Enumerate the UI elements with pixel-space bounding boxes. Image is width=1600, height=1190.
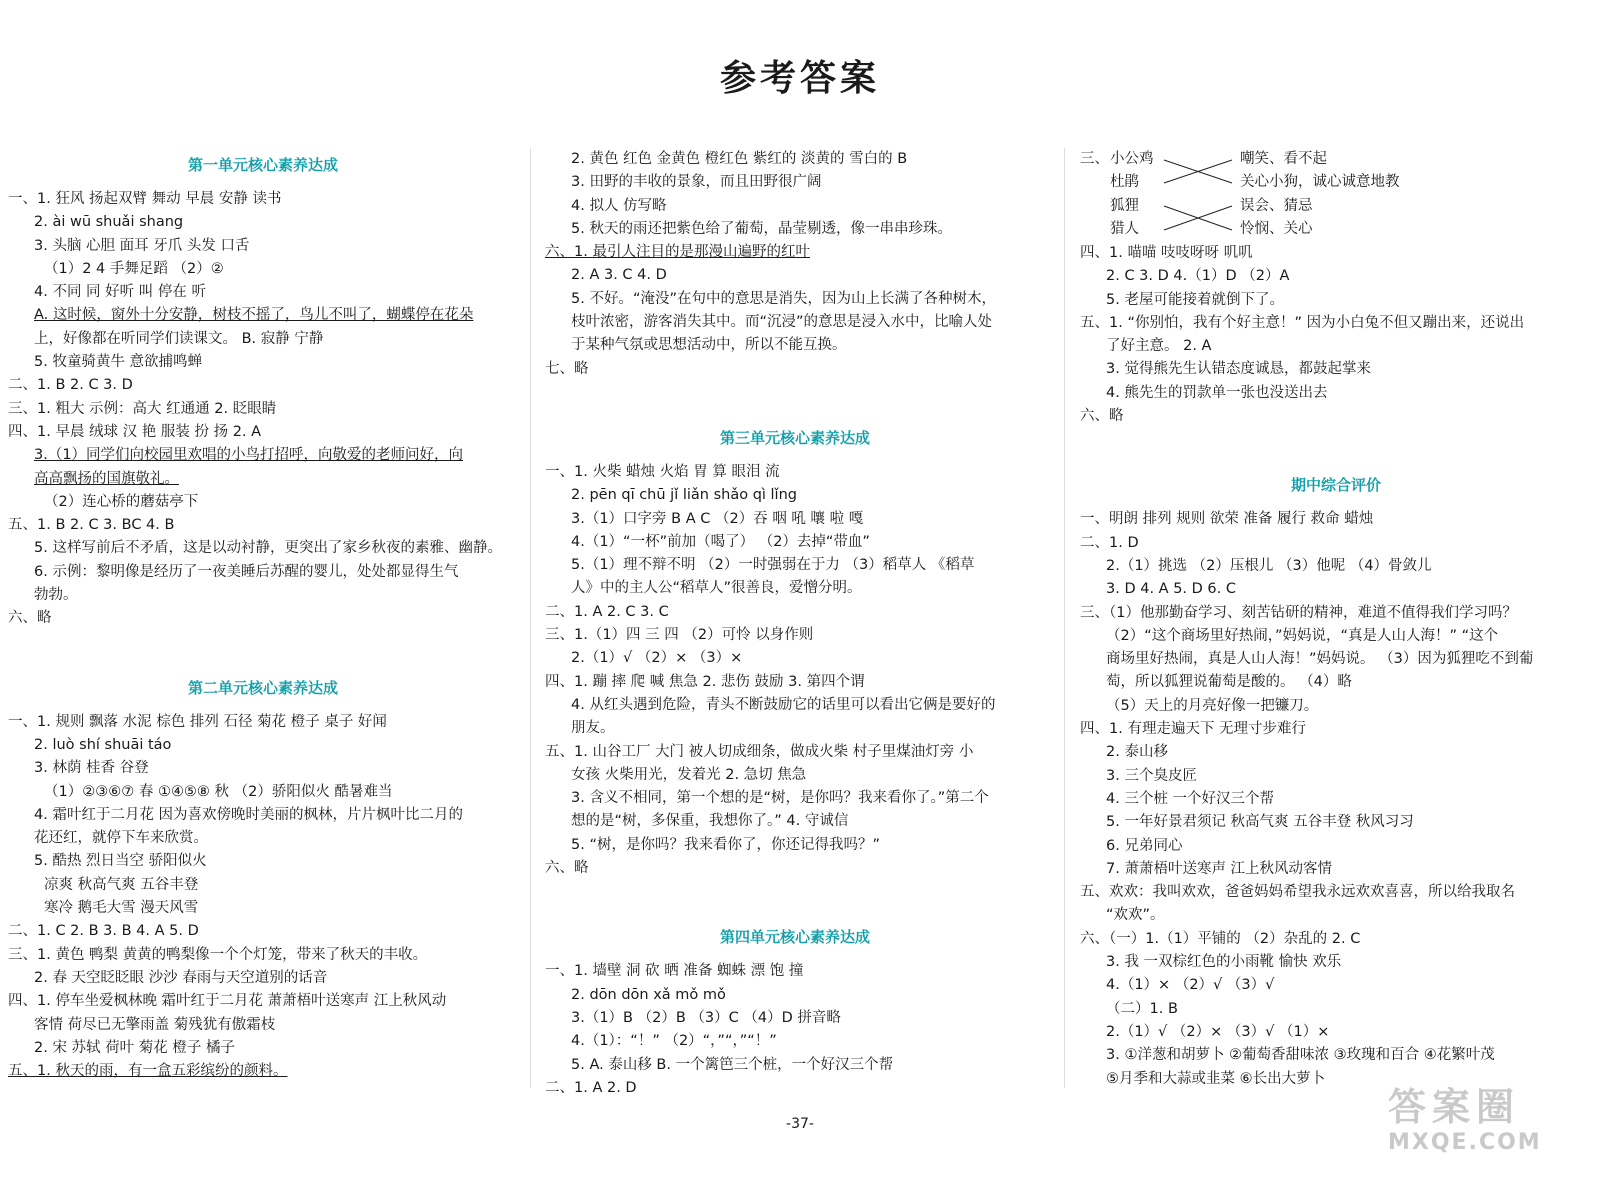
unit-2-answers (8, 711, 518, 1084)
answer-line: 3. 三个臭皮匠 (1106, 767, 1197, 784)
answer-line: 5.（1）理不辩不明 （2）一时强弱在于力 （3）稻草人 《稻草 (571, 557, 975, 574)
answer-line: 5. 酷热 烈日当空 骄阳似火 (34, 853, 207, 870)
answer-line: 2.（1）√ （2）× （3）√ （1）× (1106, 1023, 1330, 1040)
answer-line: 六、1. 最引人注目的是那漫山遍野的红叶 (545, 244, 810, 261)
watermark-domain: MXQE.COM (1388, 1130, 1542, 1155)
answer-line: 2. pēn qī chū jǐ liǎn shǎo qì lǐng (571, 487, 797, 504)
matching-left-item: 猎人 (1110, 220, 1139, 237)
answer-line: （2）连心桥的蘑菇亭下 (44, 493, 199, 510)
answer-line: 5. 不好。“淹没”在句中的意思是消失，因为山上长满了各种树木， (571, 290, 996, 307)
answer-line: 五、1. “你别怕，我有个好主意！” 因为小白兔不但又蹦出来，还说出 (1080, 314, 1525, 331)
answer-line: 于某种气氛或思想活动中，所以不能互换。 (571, 337, 847, 354)
answer-line: 人》中的主人公“稻草人”很善良，爱憎分明。 (571, 580, 862, 597)
answer-line: 4. 拟人 仿写略 (571, 197, 667, 214)
answer-line: 四、1. 早晨 绒球 汉 艳 服装 扮 扬 2. A (8, 423, 262, 440)
answer-line: 四、1. 蹦 摔 爬 喊 焦急 2. 悲伤 鼓励 3. 第四个谓 (545, 673, 865, 690)
answer-line: 勃勃。 (34, 587, 78, 604)
answer-line: 3.（1）同学们向校园里欢唱的小鸟打招呼，向敬爱的老师问好，向 (34, 447, 464, 464)
answer-line: 了好主意。 2. A (1106, 338, 1212, 355)
answer-line: 想的是“树，多保重，我想你了。” 4. 守诚信 (571, 813, 849, 830)
answer-line: 2. 宋 苏轼 荷叶 菊花 橙子 橘子 (34, 1039, 235, 1056)
watermark-logo-text: 答案圈 (1388, 1085, 1521, 1129)
answer-line: 枝叶浓密，游客消失其中。而“沉浸”的意思是浸入水中，比喻人处 (571, 314, 993, 331)
answer-line: 4.（1）：“！” （2）“，”“，”“！” (571, 1033, 777, 1050)
answer-line: 一、明朗 排列 规则 欲荣 准备 履行 救命 蜡烛 (1080, 511, 1374, 528)
answer-line: 3.（1）B （2）B （3）C （4）D 拼音略 (571, 1009, 841, 1026)
answer-column-2 (545, 148, 1045, 1100)
answer-line: 4. 不同 同 好听 叫 停在 听 (34, 284, 206, 301)
matching-left-item: 杜鹃 (1110, 174, 1139, 191)
answer-line: （1）2 4 手舞足蹈 （2）② (44, 260, 224, 277)
matching-right-item: 关心小狗，诚心诚意地教 (1240, 174, 1400, 191)
unit-3-answers (545, 461, 1045, 880)
answer-line: 4. 熊先生的罚款单一张也没送出去 (1106, 384, 1328, 401)
page-number: -37- (786, 1116, 814, 1132)
answer-line: 2.（1）挑选 （2）压根儿 （3）他呢 （4）骨敛儿 (1106, 557, 1432, 574)
answer-line: 5. A. 泰山移 B. 一个篱笆三个桩，一个好汉三个帮 (571, 1056, 894, 1073)
answer-line: 二、1. B 2. C 3. D (8, 377, 133, 394)
answer-line: 三、1. 粗大 示例：高大 红通通 2. 眨眼睛 (8, 400, 277, 417)
answer-line: 六、略 (8, 610, 52, 627)
answer-line: 一、1. 狂风 扬起双臂 舞动 早晨 安静 读书 (8, 191, 282, 207)
answer-line: （二）1. B (1106, 1000, 1178, 1017)
answer-line: 四、1. 喵喵 吱吱呀呀 叽叽 (1080, 245, 1253, 261)
answer-line: 3. 我 一双棕红色的小雨靴 愉快 欢乐 (1106, 954, 1342, 971)
answer-line: 3. D 4. A 5. D 6. C (1106, 581, 1236, 598)
answer-line: 二、1. C 2. B 3. B 4. A 5. D (8, 923, 199, 940)
answer-line: 二、1. A 2. D (545, 1079, 637, 1096)
section-title-unit-4: 第四单元核心素养达成 (719, 928, 870, 947)
answer-line: （2）“这个商场里好热闹，”妈妈说，“真是人山人海！” “这个 (1106, 627, 1499, 644)
answer-line: 朋友。 (571, 720, 615, 737)
answer-line: 5. 牧童骑黄牛 意欲捕鸣蝉 (34, 354, 203, 371)
answer-line: 2. A 3. C 4. D (571, 267, 667, 284)
answer-line: 2. dōn dōn xǎ mǒ mǒ (571, 986, 726, 1003)
answer-line: 2. ài wū shuǎi shang (34, 214, 184, 231)
answer-line: 七、略 (545, 360, 589, 377)
answer-line: A. 这时候，窗外十分安静，树枝不摇了，鸟儿不叫了，蝴蝶停在花朵 (34, 307, 474, 324)
matching-right-items (1240, 148, 1400, 241)
answer-line: 3. 含义不相同，第一个想的是“树，是你吗？我来看你了。”第二个 (571, 790, 989, 807)
answer-line: 四、1. 停车坐爱枫林晚 霜叶红于二月花 萧萧梧叶送寒声 江上秋风动 (8, 993, 447, 1010)
answer-line: 5. 这样写前后不矛盾，这是以动衬静，更突出了家乡秋夜的素雅、幽静。 (34, 540, 502, 557)
answer-line: 2. 春 天空眨眨眼 沙沙 春雨与天空道别的话音 (34, 969, 328, 986)
answer-line: 3. 林荫 桂香 谷登 (34, 760, 149, 777)
answer-line: （1）②③⑥⑦ 春 ①④⑤⑧ 秋 （2）骄阳似火 酷暑难当 (44, 783, 393, 800)
section-title-unit-1: 第一单元核心素养达成 (187, 156, 338, 174)
answer-column-3 (1080, 148, 1592, 1091)
answer-line: 6. 兄弟同心 (1106, 837, 1183, 854)
answer-line: 5. 秋天的雨还把紫色给了葡萄，晶莹剔透，像一串串珍珠。 (571, 220, 952, 237)
answer-line: 六、略 (1080, 408, 1124, 425)
page-title: 参考答案 (719, 58, 880, 99)
column-divider (1064, 148, 1065, 1088)
answer-line: 六、略 (545, 860, 589, 877)
matching-right-item: 嘲笑、看不起 (1240, 151, 1327, 167)
answer-line: 2.（1）√ （2）× （3）× (571, 650, 743, 667)
unit-4-answers (545, 960, 1045, 1100)
unit-4-answers-continued (1080, 242, 1592, 428)
section-title-unit-2: 第二单元核心素养达成 (187, 678, 338, 697)
matching-left-item: 小公鸡 (1110, 151, 1154, 167)
answer-line: 五、1. 山谷工厂 大门 被人切成细条，做成火柴 村子里煤油灯旁 小 (545, 743, 974, 760)
answer-line: 一、1. 规则 飘落 水泥 棕色 排列 石径 菊花 橙子 桌子 好闻 (8, 713, 387, 730)
answer-line: 2. luò shí shuāi táo (34, 736, 172, 753)
answer-line: 3. ①洋葱和胡萝卜 ②葡萄香甜味浓 ③玫瑰和百合 ④花繁叶茂 (1106, 1047, 1495, 1064)
answer-column-1 (8, 148, 518, 1083)
answer-line: “欢欢”。 (1106, 907, 1165, 924)
answer-line: 五、欢欢：我叫欢欢，爸爸妈妈希望我永远欢欢喜喜，所以给我取名 (1080, 884, 1515, 901)
answer-line: 5. 一年好景君须记 秋高气爽 五谷丰登 秋风习习 (1106, 814, 1414, 831)
answer-line: ⑤月季和大蒜或韭菜 ⑥长出大萝卜 (1106, 1070, 1326, 1087)
answer-line: 7. 萧萧梧叶送寒声 江上秋风动客情 (1106, 860, 1333, 877)
answer-line: 客情 荷尽已无擎雨盖 菊残犹有傲霜枝 (34, 1016, 276, 1033)
answer-line: 5. 老屋可能接着就倒下了。 (1106, 291, 1284, 308)
answer-line: 3. 觉得熊先生认错态度诚恳，都鼓起掌来 (1106, 361, 1371, 378)
answer-line: 二、1. D (1080, 534, 1139, 551)
answer-line: 寒冷 鹅毛大雪 漫天风雪 (44, 900, 199, 917)
answer-line: 五、1. B 2. C 3. BC 4. B (8, 517, 175, 534)
answer-line: 花还红，就停下车来欣赏。 (34, 830, 208, 847)
column-divider (530, 148, 531, 1088)
answer-line: 凉爽 秋高气爽 五谷丰登 (44, 876, 199, 893)
question-marker: 三、 (1080, 151, 1109, 167)
matching-left-item: 狐狸 (1110, 197, 1139, 214)
answer-line: 一、1. 墙壁 洞 砍 晒 准备 蜘蛛 漂 饱 撞 (545, 963, 804, 980)
section-title-unit-3: 第三单元核心素养达成 (719, 428, 870, 447)
answer-line: 2. 泰山移 (1106, 744, 1168, 761)
answer-line: （5）天上的月亮好像一把镰刀。 (1106, 697, 1319, 714)
answer-line: 6. 示例：黎明像是经历了一夜美睡后苏醒的婴儿，处处都显得生气 (34, 563, 459, 580)
answer-line: 4.（1）“一杯”前加（喝了） （2）去掉“带血” (571, 533, 870, 550)
answer-line: 4. 从红头遇到危险，青头不断鼓励它的话里可以看出它俩是要好的 (571, 696, 996, 713)
answer-line: 上，好像都在听同学们读课文。 B. 寂静 宁静 (34, 330, 324, 347)
matching-right-item: 误会、猜忌 (1240, 197, 1313, 214)
matching-answer (1080, 148, 1592, 242)
answer-line: 4. 三个桩 一个好汉三个帮 (1106, 790, 1275, 807)
midterm-answers (1080, 508, 1592, 1090)
answer-line: 一、1. 火柴 蜡烛 火焰 胃 算 眼泪 流 (545, 463, 780, 480)
answer-line: 5. “树，是你吗？我来看你了，你还记得我吗？” (571, 836, 880, 853)
answer-line: 3. 田野的丰收的景象，而且田野很广阔 (571, 174, 822, 191)
unit-2-answers-continued (545, 148, 1045, 381)
answer-line: 二、1. A 2. C 3. C (545, 603, 669, 620)
answer-line: 萄，所以狐狸说葡萄是酸的。 （4）略 (1106, 674, 1352, 691)
answer-line: 2. C 3. D 4.（1）D （2）A (1106, 268, 1290, 285)
answer-line: 三、1. 黄色 鸭梨 黄黄的鸭梨像一个个灯笼，带来了秋天的丰收。 (8, 946, 428, 963)
answer-line: 4.（1）× （2）√ （3）√ (1106, 977, 1275, 994)
answer-line: 3.（1）口字旁 B A C （2）吞 咽 吼 嚷 啦 嘎 (571, 510, 864, 527)
answer-line: 2. 黄色 红色 金黄色 橙红色 紫红的 淡黄的 雪白的 B (571, 151, 908, 167)
answer-line: 五、1. 秋天的雨，有一盒五彩缤纷的颜料。 (8, 1063, 288, 1080)
answer-line: 女孩 火柴用光，发着光 2. 急切 焦急 (571, 766, 807, 783)
answer-line: 三、1.（1）四 三 四 （2）可怜 以身作则 (545, 627, 814, 644)
matching-right-item: 怜悯、关心 (1240, 220, 1313, 237)
answer-line: 四、1. 有理走遍天下 无理寸步难行 (1080, 721, 1307, 738)
unit-1-answers (8, 188, 518, 631)
answer-line: 4. 霜叶红于二月花 因为喜欢傍晚时美丽的枫林，片片枫叶比二月的 (34, 806, 464, 823)
matching-lines (1136, 148, 1236, 242)
answer-line: 高高飘扬的国旗敬礼。 (34, 470, 179, 487)
answer-line: 三、（1）他那勤奋学习、刻苦钻研的精神，难道不值得我们学习吗？ (1080, 604, 1517, 621)
answer-line: 商场里好热闹，真是人山人海！”妈妈说。 （3）因为狐狸吃不到葡 (1106, 651, 1534, 668)
answer-line: 3. 头脑 心胆 面耳 牙爪 头发 口舌 (34, 237, 250, 254)
site-watermark (1388, 1085, 1578, 1171)
section-title-midterm: 期中综合评价 (1290, 476, 1381, 495)
answer-line: 六、（一）1.（1）平铺的 （2）杂乱的 2. C (1080, 930, 1361, 947)
